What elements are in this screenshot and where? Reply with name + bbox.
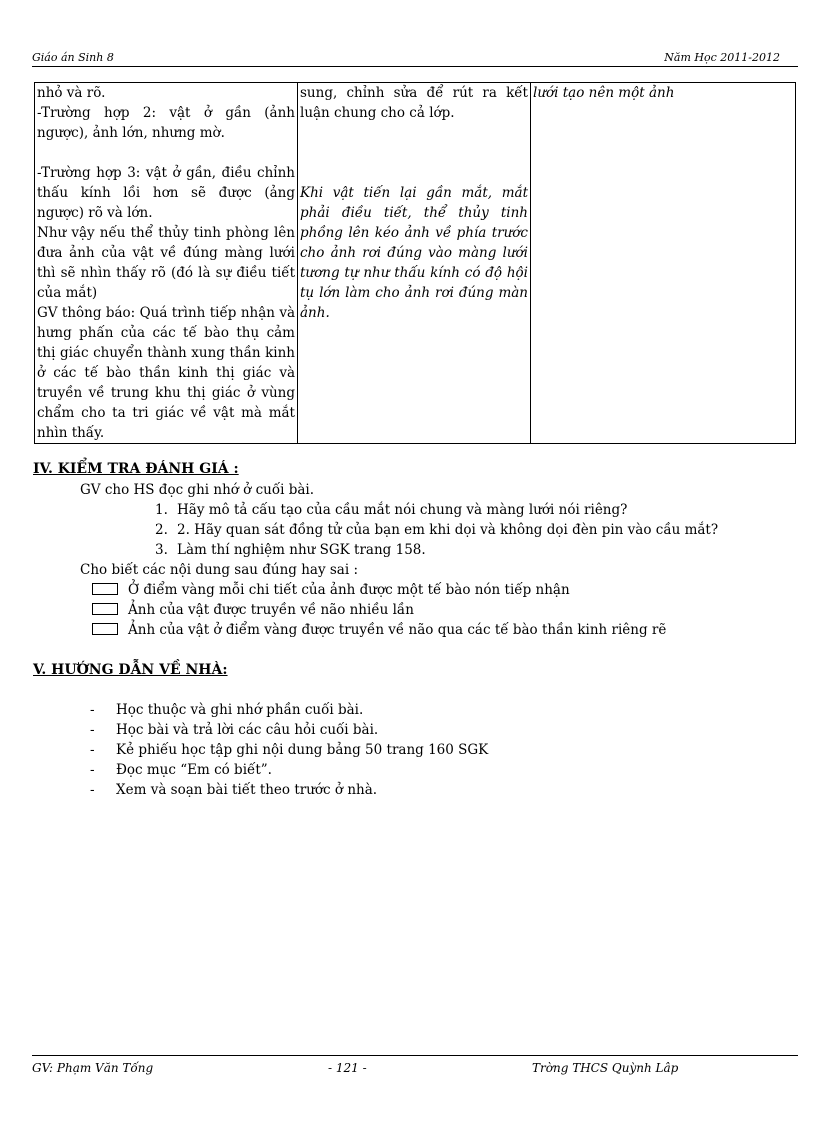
dash-bullet: -: [90, 742, 95, 758]
true-false-item: [92, 622, 666, 638]
table-row: [35, 83, 796, 444]
col2-para-italic: Khi vật tiến lại gần mắt, mắt phải điều tiết, thể thủy tinh phồng lên kéo ảnh về phía trước cho ảnh rơi đúng vào màng lưới tương tự như thấu kính có độ hội tụ lớn làm cho ảnh rơi đúng màn ảnh.: [300, 185, 528, 321]
dash-bullet: -: [90, 722, 95, 738]
footer-page-number: - 121 -: [328, 1061, 367, 1075]
question-item: [155, 542, 426, 558]
teacher-activity-cell: [35, 83, 298, 444]
col3-para: lưới tạo nên một ảnh: [533, 85, 675, 101]
true-false-item: [92, 602, 414, 618]
checkbox[interactable]: [92, 603, 118, 615]
homework-text: Học thuộc và ghi nhớ phần cuối bài.: [116, 702, 364, 718]
col1-para: -Trường hợp 2: vật ở gần (ảnh ngược), ảnh lớn, nhưng mờ.: [37, 105, 295, 141]
col2-para: sung, chỉnh sửa để rút ra kết luận chung cho cả lớp.: [300, 85, 528, 121]
homework-item: [90, 762, 272, 778]
question-number: 2.: [155, 522, 168, 538]
question-number: 1.: [155, 502, 168, 518]
col1-para: GV thông báo: Quá trình tiếp nhận và hưng phấn của các tế bào thụ cảm thị giác chuyển thành xung thần kinh ở các tế bào thần kinh thị giác và truyền về trung khu thị giác ở vùng chẩm cho ta tri giác về vật mà mắt nhìn thấy.: [37, 305, 295, 441]
true-false-text: Ảnh của vật ở điểm vàng được truyền về não qua các tế bào thần kinh riêng rẽ: [128, 622, 667, 638]
true-false-text: Ảnh của vật được truyền về não nhiều lần: [128, 602, 414, 618]
question-text: Hãy mô tả cấu tạo của cầu mắt nói chung và màng lưới nói riêng?: [177, 502, 628, 518]
checkbox[interactable]: [92, 623, 118, 635]
dash-bullet: -: [90, 762, 95, 778]
footer-teacher: GV: Phạm Văn Tống: [32, 1061, 154, 1075]
true-false-text: Ở điểm vàng mỗi chi tiết của ảnh được một tế bào nón tiếp nhận: [128, 582, 570, 598]
section4-title: IV. KIỂM TRA ĐÁNH GIÁ :: [33, 461, 239, 477]
col1-para: Như vậy nếu thể thủy tinh phòng lên đưa ảnh của vật về đúng màng lưới thì sẽ nhìn thấy rõ (đó là sự điều tiết của mắt): [37, 225, 295, 301]
homework-item: [90, 702, 363, 718]
dash-bullet: -: [90, 782, 95, 798]
col1-para: -Trường hợp 3: vật ở gần, điều chỉnh thấu kính lồi hơn sẽ được (ảng ngược) rõ và lớn.: [37, 165, 295, 221]
true-false-item: [92, 582, 570, 598]
col1-para: nhỏ và rõ.: [37, 85, 106, 101]
homework-text: Kẻ phiếu học tập ghi nội dung bảng 50 trang 160 SGK: [116, 742, 489, 758]
homework-item: [90, 782, 377, 798]
lesson-table: [34, 82, 796, 444]
homework-item: [90, 722, 378, 738]
dash-bullet: -: [90, 702, 95, 718]
question-text: 2. Hãy quan sát đồng tử của bạn em khi dọi và không dọi đèn pin vào cầu mắt?: [177, 522, 719, 538]
footer-school: Trờng THCS Quỳnh Lâp: [532, 1061, 679, 1075]
true-false-intro: Cho biết các nội dung sau đúng hay sai :: [80, 562, 359, 578]
header-right: Năm Học 2011-2012: [664, 51, 780, 64]
section4-intro: GV cho HS đọc ghi nhớ ở cuối bài.: [80, 482, 315, 498]
content-cell: [531, 83, 796, 444]
homework-text: Học bài và trả lời các câu hỏi cuối bài.: [116, 722, 379, 738]
question-text: Làm thí nghiệm như SGK trang 158.: [177, 542, 426, 558]
homework-text: Đọc mục “Em có biết”.: [116, 762, 272, 778]
homework-item: [90, 742, 488, 758]
homework-text: Xem và soạn bài tiết theo trước ở nhà.: [116, 782, 378, 798]
question-number: 3.: [155, 542, 168, 558]
page-footer: [32, 1055, 798, 1076]
section5-title: V. HƯỚNG DẪN VỀ NHÀ:: [33, 662, 228, 678]
question-item: [155, 502, 627, 518]
checkbox[interactable]: [92, 583, 118, 595]
page-header: [32, 50, 798, 67]
student-activity-cell: [298, 83, 531, 444]
header-left: Giáo án Sinh 8: [32, 51, 114, 64]
question-item: [155, 522, 718, 538]
